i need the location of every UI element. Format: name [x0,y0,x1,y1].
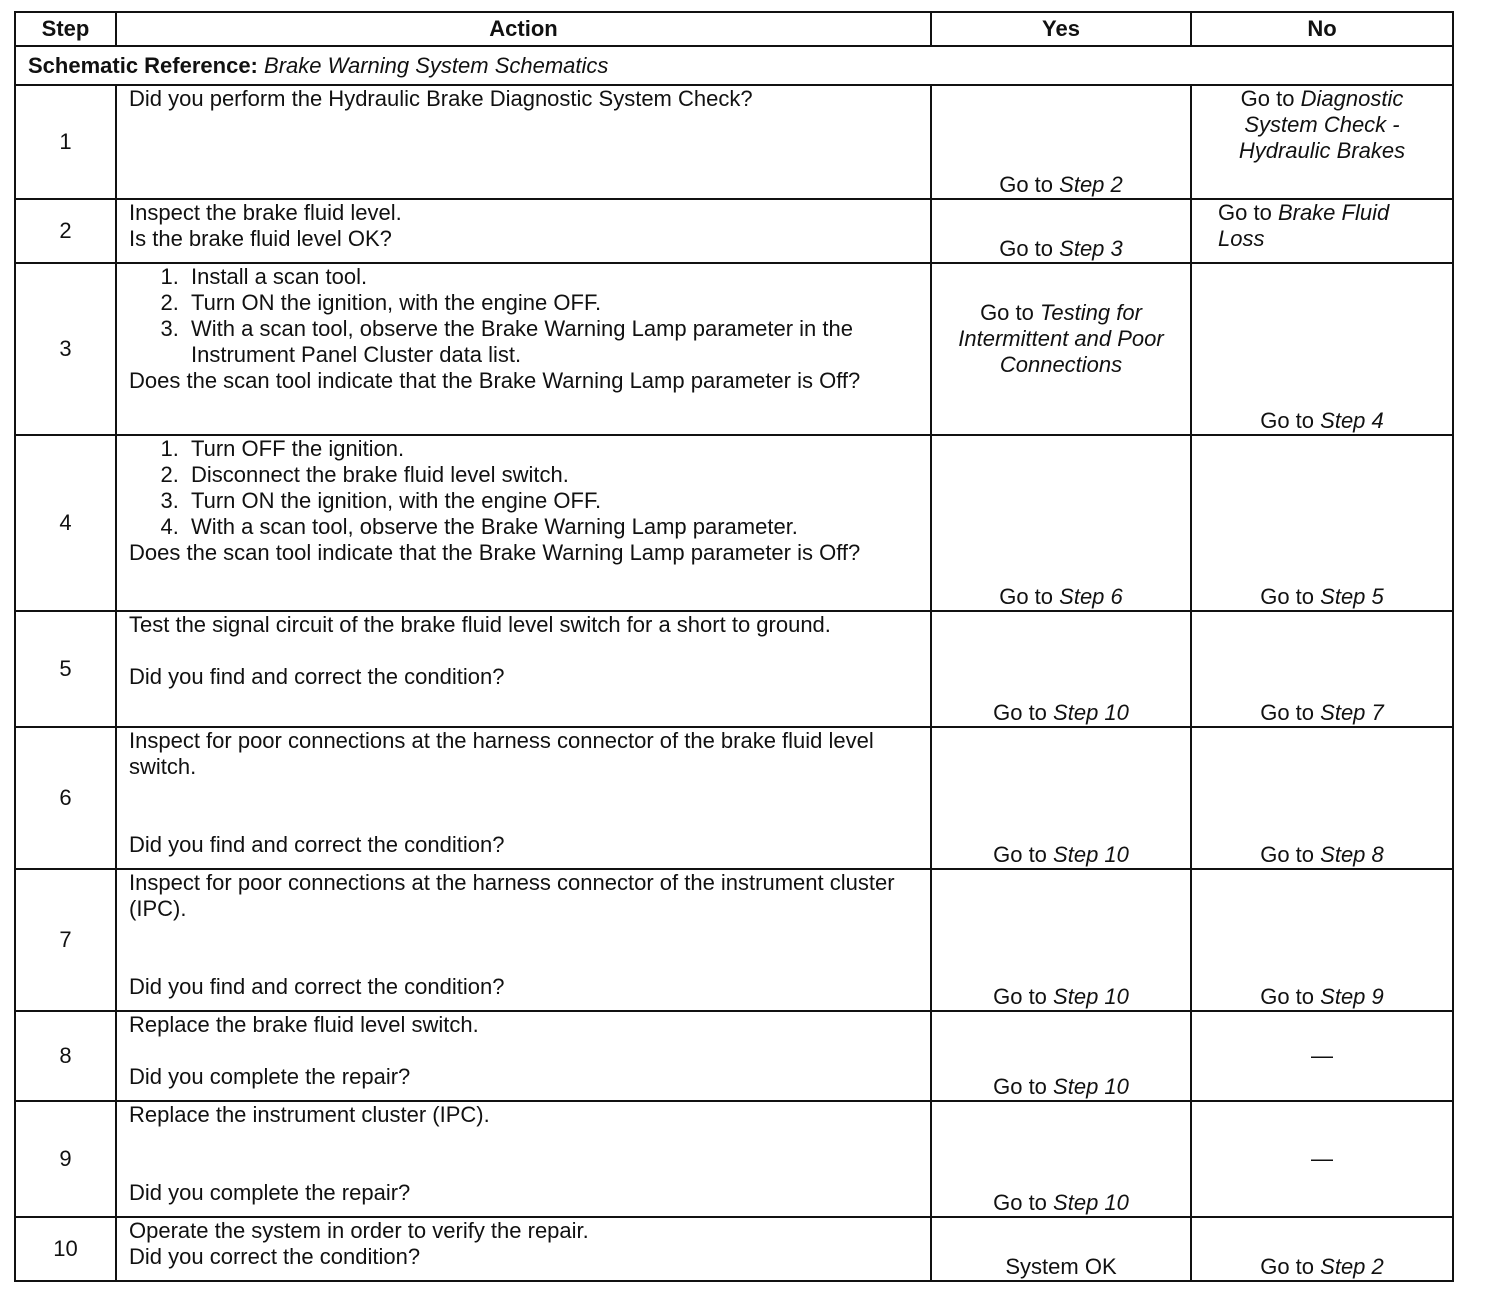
diagnostic-table [14,11,1454,1282]
no-cell [1191,1101,1453,1217]
yes-target-link[interactable]: Step 3 [1059,236,1123,261]
no-cell [1191,1217,1453,1281]
yes-target-link[interactable]: Step 10 [1053,984,1129,1009]
schematic-reference-link[interactable]: Brake Warning System Schematics [264,52,609,78]
action-text: Replace the brake fluid level switch. [129,1012,479,1037]
header-yes: Yes [931,12,1191,46]
go-to-label: Go to [993,984,1047,1009]
action-cell [116,1011,931,1101]
schematic-reference-row [15,46,1453,85]
yes-target-link[interactable]: Step 6 [1059,584,1123,609]
go-to-label: Go to [999,236,1054,261]
no-target-link[interactable]: Brake Fluid Loss [1218,200,1390,251]
question-text: Did you complete the repair? [129,1180,411,1205]
table-row [15,1101,1453,1217]
yes-cell [931,199,1191,263]
substep-item: 3. With a scan tool, observe the Brake Warning Lamp parameter in the Instrument Panel Cluster data list. [185,316,918,368]
no-dash: — [1311,1043,1333,1068]
question-text: Did you find and correct the condition? [129,832,505,857]
header-step: Step [15,12,116,46]
yes-target-link[interactable]: Step 10 [1053,1074,1129,1099]
go-to-label: Go to [993,1190,1047,1215]
substep-item: 1. Install a scan tool. [185,264,918,290]
table-row [15,869,1453,1011]
go-to-label: Go to [993,1074,1047,1099]
action-text: Inspect for poor connections at the harness connector of the instrument cluster (IPC). [129,870,895,921]
action-text: Replace the instrument cluster (IPC). [129,1102,490,1127]
no-cell [1191,199,1453,263]
substep-item: 2. Turn ON the ignition, with the engine OFF. [185,290,918,316]
no-cell [1191,611,1453,727]
spacer [129,922,918,974]
no-cell [1191,727,1453,869]
go-to-label: Go to [1260,1254,1315,1279]
action-text: Did you perform the Hydraulic Brake Diagnostic System Check? [129,86,753,111]
step-number: 9 [15,1101,116,1217]
header-action: Action [116,12,931,46]
no-target-link[interactable]: Step 5 [1320,584,1384,609]
step-number: 10 [15,1217,116,1281]
action-cell [116,199,931,263]
step-number: 7 [15,869,116,1011]
go-to-label: Go to [1218,200,1272,225]
no-dash: — [1311,1146,1333,1171]
no-target-link[interactable]: Diagnostic System Check - Hydraulic Brakes [1238,86,1406,163]
table-row [15,1217,1453,1281]
step-number: 3 [15,263,116,435]
no-cell [1191,1011,1453,1101]
no-cell [1191,85,1453,199]
no-target-link[interactable]: Step 8 [1320,842,1384,867]
yes-cell [931,435,1191,611]
no-target-link[interactable]: Step 9 [1320,984,1384,1009]
action-cell [116,611,931,727]
yes-target-link[interactable]: Step 10 [1053,1190,1129,1215]
go-to-label: Go to [999,172,1054,197]
spacer [129,1038,918,1064]
step-number: 8 [15,1011,116,1101]
action-text: Inspect for poor connections at the harness connector of the brake fluid level switch. [129,728,874,779]
action-text: Inspect the brake fluid level. [129,200,402,225]
yes-cell [931,611,1191,727]
go-to-label: Go to [980,300,1034,325]
action-cell [116,263,931,435]
table-row [15,435,1453,611]
yes-cell [931,1217,1191,1281]
question-text: Did you find and correct the condition? [129,664,505,689]
action-text: Operate the system in order to verify the repair. [129,1218,589,1243]
substep-item: 2. Disconnect the brake fluid level switch. [185,462,918,488]
no-cell [1191,263,1453,435]
step-number: 4 [15,435,116,611]
table-row [15,199,1453,263]
action-cell [116,85,931,199]
yes-cell [931,263,1191,435]
step-number: 1 [15,85,116,199]
substep-item: 4. With a scan tool, observe the Brake Warning Lamp parameter. [185,514,918,540]
yes-target-link[interactable]: Step 10 [1053,700,1129,725]
table-row [15,263,1453,435]
schematic-reference-label: Schematic Reference: [28,52,258,78]
no-target-link[interactable]: Step 2 [1320,1254,1384,1279]
header-row [15,12,1453,46]
go-to-label: Go to [1260,984,1315,1009]
table-row [15,611,1453,727]
action-cell [116,727,931,869]
action-cell [116,869,931,1011]
no-cell [1191,869,1453,1011]
substep-item: 3. Turn ON the ignition, with the engine OFF. [185,488,918,514]
spacer [129,638,918,664]
step-number: 5 [15,611,116,727]
substep-list [129,436,918,540]
table-row [15,727,1453,869]
substep-item: 1. Turn OFF the ignition. [185,436,918,462]
no-target-link[interactable]: Step 4 [1320,408,1384,433]
yes-cell [931,727,1191,869]
yes-cell [931,1101,1191,1217]
header-no: No [1191,12,1453,46]
substep-list [129,264,918,368]
step-number: 2 [15,199,116,263]
no-target-link[interactable]: Step 7 [1320,700,1384,725]
yes-target-link[interactable]: Step 10 [1053,842,1129,867]
action-cell [116,1217,931,1281]
question-text: Did you find and correct the condition? [129,974,505,999]
go-to-label: Go to [999,584,1054,609]
action-cell [116,435,931,611]
question-text: Does the scan tool indicate that the Brake Warning Lamp parameter is Off? [129,540,861,565]
spacer [129,780,918,832]
go-to-label: Go to [993,700,1047,725]
yes-cell [931,85,1191,199]
question-text: Did you complete the repair? [129,1064,411,1089]
action-text: Test the signal circuit of the brake fluid level switch for a short to ground. [129,612,831,637]
go-to-label: Go to [1260,584,1315,609]
table-row [15,85,1453,199]
go-to-label: Go to [1260,700,1315,725]
action-cell [116,1101,931,1217]
yes-cell [931,1011,1191,1101]
yes-result-text: System OK [1005,1254,1117,1279]
question-text: Does the scan tool indicate that the Brake Warning Lamp parameter is Off? [129,368,861,393]
schematic-reference [15,46,1453,85]
spacer [129,1128,918,1180]
yes-target-link[interactable]: Testing for Intermittent and Poor Connections [958,300,1164,377]
go-to-label: Go to [993,842,1047,867]
question-text: Did you correct the condition? [129,1244,421,1269]
go-to-label: Go to [1240,86,1295,111]
question-text: Is the brake fluid level OK? [129,226,392,251]
table-row [15,1011,1453,1101]
no-cell [1191,435,1453,611]
yes-target-link[interactable]: Step 2 [1059,172,1123,197]
go-to-label: Go to [1260,842,1315,867]
yes-cell [931,869,1191,1011]
step-number: 6 [15,727,116,869]
go-to-label: Go to [1260,408,1315,433]
